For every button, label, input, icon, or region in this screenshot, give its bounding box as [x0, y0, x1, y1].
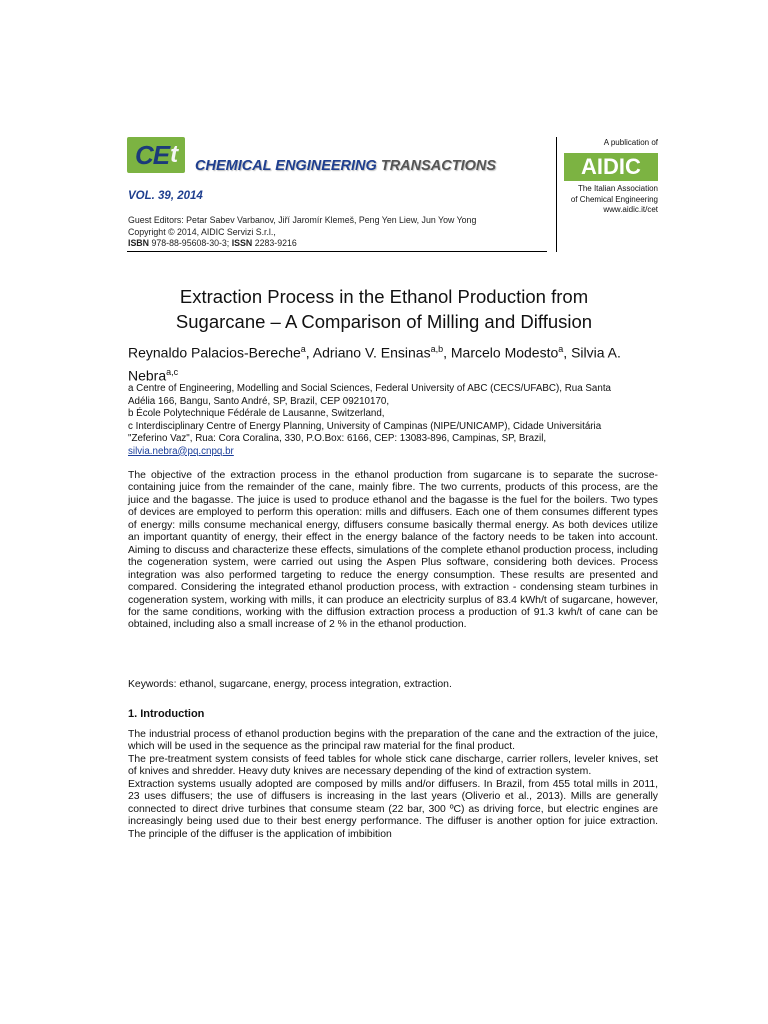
affiliations: a Centre of Engineering, Modelling and Social Sciences, Federal University of ABC (CECS/UFABC), Rua Santa Adélia 166, Bangu, Santo André, SP, Brazil, CEP 09210170, b École Polytechnique Fédérale de Lausanne, Switzerland, c Interdisciplinary Centre of Energy Planning, University of Campinas (NIPE/UNICAMP), Cidade Universitária "Zeferino Vaz", Rua: Cora Coralina, 330, P.O.Box: 6166, CEP: 13083-896, Campinas, SP, Brazil, silvia.nebra@pq.cnpq.br	[128, 383, 668, 458]
volume-label: VOL. 39, 2014	[128, 190, 203, 202]
paper-title: Extraction Process in the Ethanol Production from Sugarcane – A Comparison of Milling and Diffusion	[175, 286, 593, 332]
author: Marcelo Modesto	[450, 344, 559, 361]
isbn-issn: ISBN 978-88-95608-30-3; ISSN 2283-9216	[128, 238, 297, 248]
paragraph: The industrial process of ethanol production begins with the preparation of the cane and the extraction of the juice, which will be used in the sequence as the principal raw material for the final product.	[128, 729, 658, 753]
cet-logo: CE t	[127, 137, 185, 173]
aidic-logo: AIDIC	[564, 153, 658, 181]
abstract: The objective of the extraction process in the ethanol production from sugarcane is to separate the sucrose-containing juice from the remainder of the cane, mainly fibre. The two currents, products of this process, are the juice and the bagasse. The juice is used to produce ethanol and the bagasse is the fuel for the boilers. Two types of devices are employed to perform this operation: mills and diffusers. Each one of them consumes different types of energy: mills consume mechanical energy, diffusers consume basically thermal energy. As both devices utilize an important quantity of energy, their effect in the energy balance of the factory needs to be taken into account. Aiming to discuss and characterize these effects, simulations of the complete ethanol production process, including the cogeneration system, were carried out using the Aspen Plus software, considering both devices. Process integration was also performed targeting to reduce the energy consumption. These results are presented and compared. Considering the integrated ethanol production process, with extraction - condensing steam turbines in cogeneration system, working with mills, it can produce an electricity surplus of 83.4 kWh/t of sugarcane, however, for the same conditions, working with the diffusion extraction process a production of 91.3 kwh/t of cane can be obtained, including also a small increase of 2 % in the ethanol production.	[128, 470, 658, 631]
section-heading: 1. Introduction	[128, 708, 205, 720]
author-list: Reynaldo Palacios-Bereche$^a$, Adriano V. Ensinas$^{a,b}$, Marcelo Modesto$^a$, Silvia A. Nebra$^{a,c}$	[128, 344, 621, 384]
guest-editors: Guest Editors: Petar Sabev Varbanov, Jiří Jaromír Klemeš, Peng Yen Liew, Jun Yow Yong	[128, 215, 477, 225]
paragraph: The pre-treatment system consists of feed tables for whole stick cane discharge, carrier rollers, leveler knives, set of knives and shredder. Heavy duty knives are necessary depending of the kind of extraction system.	[128, 753, 658, 778]
journal-title: CHEMICAL ENGINEERING TRANSACTIONS	[195, 158, 497, 174]
keywords: Keywords: ethanol, sugarcane, energy, process integration, extraction.	[128, 679, 452, 690]
author: Reynaldo Palacios-Bereche	[128, 344, 301, 361]
association-info: The Italian Association of Chemical Engineering www.aidic.it/cet	[570, 184, 658, 214]
paragraph: Extraction systems usually adopted are composed by mills and/or diffusers. In Brazil, from 455 total mills in 2011, 23 uses diffusers; the use of diffusers is increasing in the last years (Oliverio et al., 2013). Mills are generally connected to direct drive turbines that consume steam (22 bar, 300 ºC) as driving force, but electric engines are increasingly being used due to their best energy performance. The diffuser is another option for juice extraction. The principle of the diffuser is the application of imbibition	[128, 778, 658, 840]
introduction-text	[128, 729, 658, 841]
aidic-url[interactable]: www.aidic.it/cet	[603, 205, 658, 214]
author: Silvia A. Nebra	[128, 344, 621, 384]
copyright: Copyright © 2014, AIDIC Servizi S.r.l.,	[128, 226, 276, 237]
author: Adriano V. Ensinas	[312, 344, 431, 361]
header-rule	[127, 251, 547, 252]
email-link[interactable]: silvia.nebra@pq.cnpq.br	[128, 445, 234, 457]
guest-editors-block	[128, 215, 476, 250]
publication-of: A publication of	[603, 138, 658, 147]
header-divider	[556, 137, 557, 252]
